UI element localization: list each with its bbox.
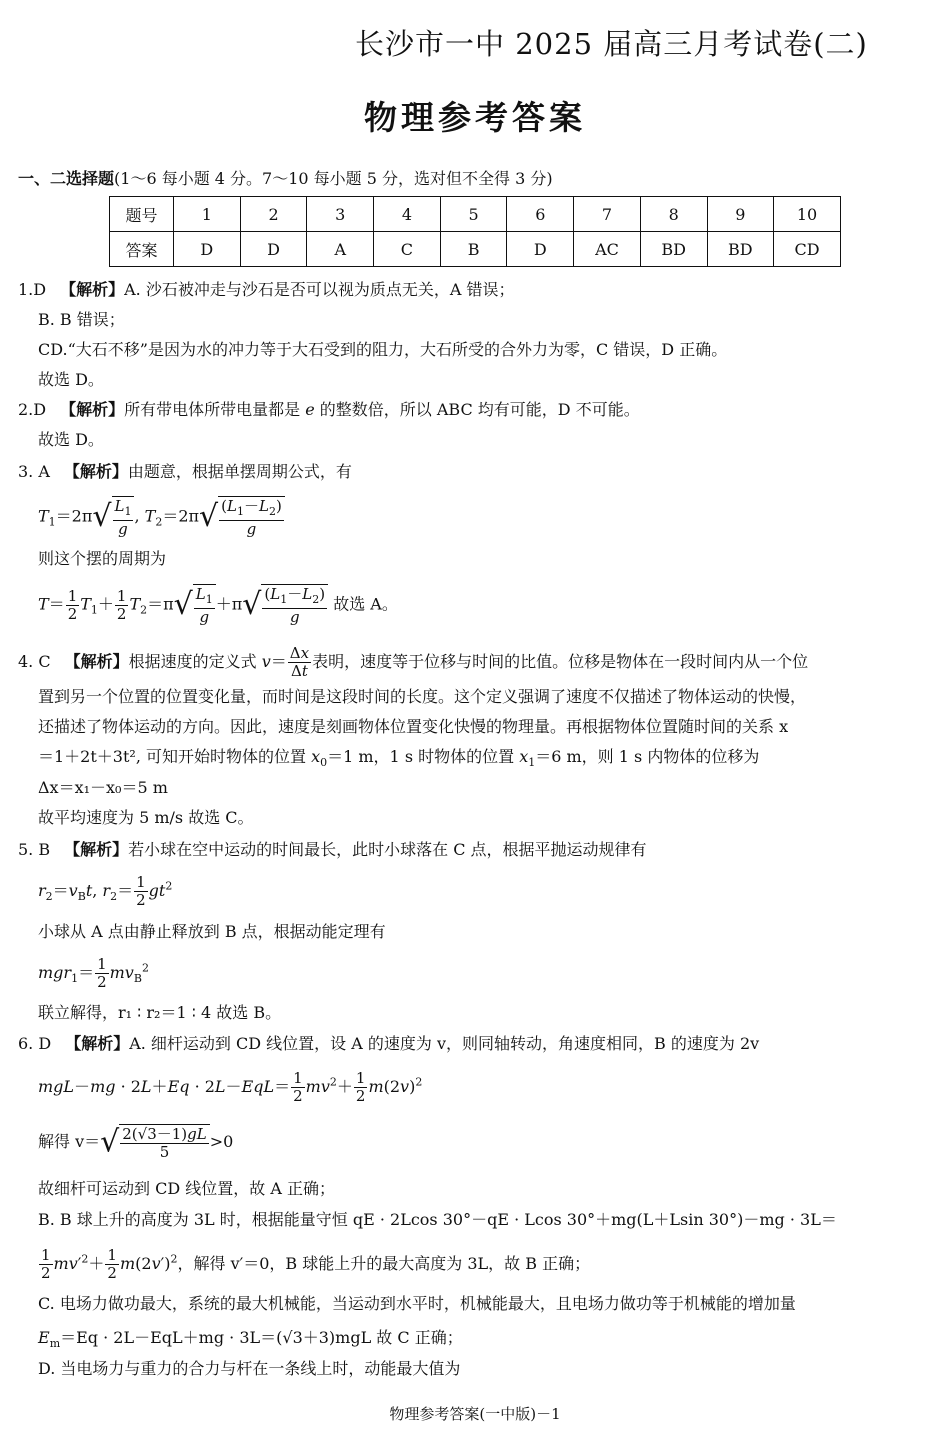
q6-number: 6. D — [18, 1034, 52, 1053]
q1-line-2: B. B 错误； — [38, 310, 125, 329]
q3-number: 3. A — [18, 462, 50, 481]
question-number-row — [110, 197, 841, 232]
q6-line-5: B. B 球上升的高度为 3L 时，根据能量守恒 qE · 2Lcos 30°－qE · Lcos 30°＋mg(L＋Lsin 30°)－mg · 3L＝ — [38, 1210, 837, 1229]
question-number: 2 — [240, 197, 307, 232]
q4-text: ＝6 m，则 1 s 内物体的位移为 — [535, 747, 760, 766]
q4-text: 表明，速度等于位移与时间的比值。位移是物体在一段时间内从一个位 — [312, 652, 809, 671]
answer-row — [110, 232, 841, 267]
q2-symbol: e — [305, 400, 315, 419]
answer-cell: BD — [707, 232, 774, 267]
exam-title: 长沙市一中 2025 届高三月考试卷(二) — [355, 27, 868, 61]
q5-line-5: 联立解得，r₁ ∶ r₂＝1 ∶ 4 故选 B。 — [38, 1003, 282, 1022]
question-number: 9 — [707, 197, 774, 232]
q3-conclusion: 故选 A。 — [333, 594, 398, 614]
q3-line-1 — [18, 461, 352, 483]
question-number: 5 — [440, 197, 507, 232]
q6-formula-3: $\frac{1}{2}$ $mv'^2+$ $\frac{1}{2}$ $m(2v')^2$，解得 v′＝0，B 球能上升的最大高度为 3L，故 B 正确； — [41, 1246, 591, 1282]
q1-line-1 — [18, 279, 514, 301]
answer-cell: D — [507, 232, 574, 267]
question-number: 1 — [174, 197, 241, 232]
q6-line-1 — [18, 1033, 759, 1055]
q4-number: 4. C — [18, 652, 51, 671]
answer-cell: D — [240, 232, 307, 267]
answer-table — [109, 196, 841, 267]
answer-cell: D — [174, 232, 241, 267]
q6-text: ，解得 v′＝0，B 球能上升的最大高度为 3L，故 B 正确； — [177, 1254, 591, 1273]
answer-cell: C — [374, 232, 441, 267]
q4-text: 根据速度的定义式 — [128, 652, 262, 671]
answer-cell: CD — [774, 232, 841, 267]
q2-text: 的整数倍，所以 ABC 均有可能，D 不可能。 — [314, 400, 640, 419]
q5-line-3: 小球从 A 点由静止释放到 B 点，根据动能定理有 — [38, 922, 386, 941]
row-label-number: 题号 — [110, 197, 174, 232]
answer-cell: A — [307, 232, 374, 267]
document-title: 物理参考答案 — [364, 98, 586, 137]
q2-line-2: 故选 D。 — [38, 430, 104, 449]
q3-formula-1: $T_1=2\pi√$ $\frac{L_1}{g}$ , $T_2=2\pi√$ $\frac{(L_1-L_2)}{g}$ — [38, 496, 285, 538]
answer-cell: BD — [640, 232, 707, 267]
answer-cell: B — [440, 232, 507, 267]
question-number: 6 — [507, 197, 574, 232]
q6-formula-1: mgL－mg · 2L＋Eq · 2L－EqL＝ $\frac{1}{2}$ $mv^2+$ $\frac{1}{2}$ $m(2v)^2$ — [38, 1069, 423, 1105]
q3-formula-2: T＝ $\frac{1}{2}$ $T_1+$ $\frac{1}{2}$ $T_2=\pi√$ $\frac{L_1}{g}$ ＋π√ $\frac{(L_1-L_2)}{g}$ 故选 A。 — [38, 585, 398, 626]
q4-line-3: 还描述了物体运动的方向。因此，速度是刻画物体位置变化快慢的物理量。再根据物体位置随时间的关系 x — [38, 717, 789, 736]
q6-line-8: $E_m=Eq \cdot 2L-EqL+mg \cdot 3L=(√3+3)mgL$ 故 C 正确； — [38, 1328, 463, 1351]
q3-line-3: 则这个摆的周期为 — [38, 549, 167, 568]
q4-line-6: 故平均速度为 5 m/s 故选 C。 — [38, 808, 254, 827]
q4-line-2: 置到另一个位置的位置变化量，而时间是这段时间的长度。这个定义强调了速度不仅描述了物体运动的快慢， — [38, 687, 807, 706]
answer-cell: AC — [574, 232, 641, 267]
q5-text: 若小球在空中运动的时间最长，此时小球落在 C 点，根据平抛运动规律有 — [128, 840, 647, 859]
analysis-tag: 【解析】 — [65, 1034, 130, 1053]
section-note: (1～6 每小题 4 分。7～10 每小题 5 分，选对但不全得 3 分) — [114, 169, 553, 188]
q4-text: ＝1＋2t＋3t², 可知开始时物体的位置 — [38, 747, 312, 766]
q4-line-4: ＝1＋2t＋3t², 可知开始时物体的位置 $x_0=1$ m，1 s 时物体的位置 $x_1=6$ m，则 1 s 内物体的位移为 — [38, 747, 760, 770]
q6-line-9: D. 当电场力与重力的合力与杆在一条线上时，动能最大值为 — [38, 1359, 461, 1378]
page-footer: 物理参考答案(一中版)－1 — [389, 1405, 561, 1423]
q4-line-5: Δx＝x₁－x₀＝5 m — [38, 778, 168, 797]
q3-text: 由题意，根据单摆周期公式，有 — [127, 462, 352, 481]
q6-line-4: 故细杆可运动到 CD 线位置，故 A 正确； — [38, 1179, 335, 1198]
q4-line-1: 4. C 【解析】根据速度的定义式 v＝ $\frac{\Delta x}{\Delta t}$ 表明，速度等于位移与时间的比值。位移是物体在一段时间内从一个位 — [18, 644, 809, 680]
q1-text: A. 沙石被冲走与沙石是否可以视为质点无关，A 错误； — [124, 280, 515, 299]
question-number: 8 — [640, 197, 707, 232]
q6-formula-2: 解得 v＝√ $\frac{2(√3-1)gL}{5}$ >0 — [38, 1124, 234, 1161]
q6-line-7: C. 电场力做功最大，系统的最大机械能，当运动到水平时，机械能最大，且电场力做功等于机械能的增加量 — [38, 1294, 796, 1313]
q1-line-4: 故选 D。 — [38, 370, 104, 389]
q1-number: 1.D — [18, 280, 47, 299]
q5-formula-2: mgr$_1$＝ $\frac{1}{2}$ $mv_B^2$ — [38, 955, 149, 991]
q2-text: 所有带电体所带电量都是 — [124, 400, 306, 419]
analysis-tag: 【解析】 — [64, 652, 129, 671]
q4-text: ＝1 m，1 s 时物体的位置 — [327, 747, 520, 766]
q6-text: A. 细杆运动到 CD 线位置，设 A 的速度为 v，则同轴转动，角速度相同，B 的速度为 2v — [129, 1034, 760, 1053]
q2-number: 2.D — [18, 400, 47, 419]
q5-number: 5. B — [18, 840, 51, 859]
analysis-tag: 【解析】 — [60, 280, 125, 299]
question-number: 7 — [574, 197, 641, 232]
question-number: 10 — [774, 197, 841, 232]
q2-line-1 — [18, 399, 640, 421]
q6-text: 解得 v＝ — [38, 1132, 101, 1151]
question-number: 4 — [374, 197, 441, 232]
section-heading — [18, 166, 553, 189]
q6-text: ＝Eq · 2L－EqL＋mg · 3L＝(√3＋3)mgL 故 C 正确； — [60, 1328, 463, 1347]
analysis-tag: 【解析】 — [63, 462, 128, 481]
row-label-answer: 答案 — [110, 232, 174, 267]
analysis-tag: 【解析】 — [64, 840, 129, 859]
q1-line-3: CD.“大石不移”是因为水的冲力等于大石受到的阻力，大石所受的合外力为零，C 错误，D 正确。 — [38, 340, 728, 359]
section-label: 一、二选择题 — [18, 169, 115, 188]
question-number: 3 — [307, 197, 374, 232]
analysis-tag: 【解析】 — [60, 400, 125, 419]
q5-formula-1: $r_2=v_Bt$, $r_2=$ $\frac{1}{2}$ $gt^2$ — [38, 873, 173, 909]
q5-line-1 — [18, 839, 647, 861]
